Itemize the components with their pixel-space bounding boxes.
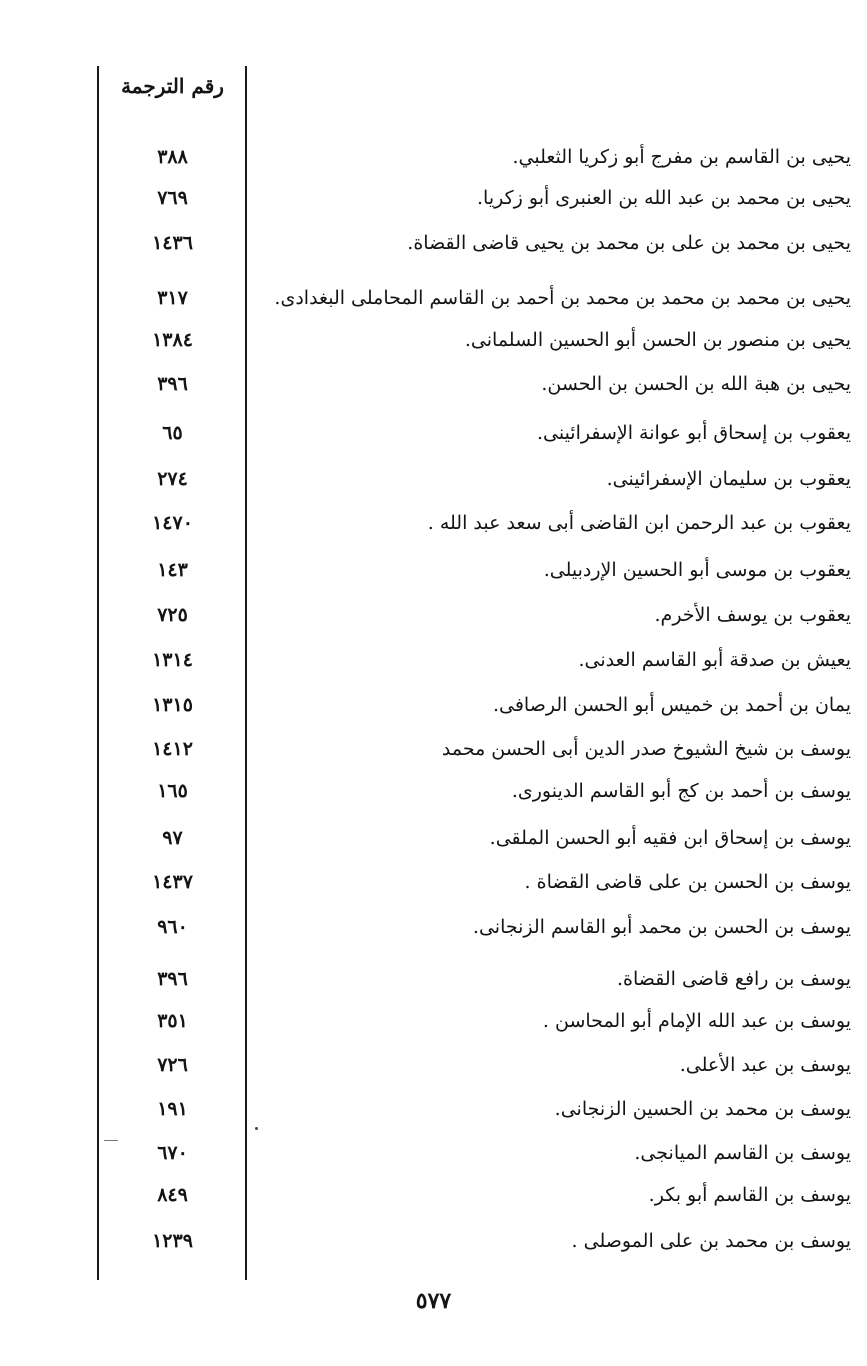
entry-name: يوسف بن محمد بن الحسين الزنجانى. <box>554 1098 851 1120</box>
index-entry-row <box>0 912 867 942</box>
entry-name: يعقوب بن موسى أبو الحسين الإردبيلى. <box>543 559 851 581</box>
entry-name: يعقوب بن إسحاق أبو عوانة الإسفرائينى. <box>536 422 851 444</box>
entry-name: يوسف بن محمد بن على الموصلى . <box>571 1230 851 1252</box>
entry-biography-number: ٦٥ <box>162 422 183 444</box>
entry-biography-number: ١٤٧٠ <box>152 512 193 534</box>
entry-biography-number: ٣٩٦ <box>157 968 188 990</box>
entry-name: يحيى بن القاسم بن مفرج أبو زكريا الثعلبي. <box>512 146 851 168</box>
page-number: ٥٧٧ <box>415 1288 452 1314</box>
index-entry-row <box>0 734 867 764</box>
entry-biography-number: ١٣١٥ <box>152 694 193 716</box>
index-entry-row <box>0 600 867 630</box>
entry-biography-number: ١٣٨٤ <box>152 329 193 351</box>
entry-biography-number: ٧٢٥ <box>157 604 188 626</box>
index-entry-row <box>0 418 867 448</box>
entry-name: يعقوب بن عبد الرحمن ابن القاضى أبى سعد عبد الله . <box>427 512 851 534</box>
entry-biography-number: ١٤٣٧ <box>152 871 193 893</box>
index-entry-row <box>0 508 867 538</box>
entry-name: يعقوب بن سليمان الإسفرائينى. <box>606 468 851 490</box>
entry-biography-number: ١٩١ <box>157 1098 188 1120</box>
entry-name: يوسف بن إسحاق ابن فقيه أبو الحسن الملقى. <box>489 827 851 849</box>
index-entry-row <box>0 690 867 720</box>
index-entry-row <box>0 867 867 897</box>
entry-name: يوسف بن عبد الله الإمام أبو المحاسن . <box>542 1010 851 1032</box>
entry-biography-number: ١٦٥ <box>157 780 188 802</box>
entry-name: يمان بن أحمد بن خميس أبو الحسن الرصافى. <box>492 694 851 716</box>
entry-name: يحيى بن محمد بن محمد بن محمد بن أحمد بن القاسم المحاملى البغدادى. <box>274 287 851 309</box>
entry-name: يوسف بن عبد الأعلى. <box>679 1054 851 1076</box>
index-entry-row <box>0 464 867 494</box>
index-entry-row <box>0 776 867 806</box>
entry-name: يحيى بن محمد بن عبد الله بن العنبرى أبو زكريا. <box>477 187 851 209</box>
entry-biography-number: ١٤٣ <box>157 559 188 581</box>
index-entry-row <box>0 1094 867 1124</box>
entry-name: يوسف بن أحمد بن كج أبو القاسم الدينورى. <box>511 780 851 802</box>
entry-biography-number: ١٤٣٦ <box>152 232 193 254</box>
index-entry-row <box>0 1226 867 1256</box>
entry-name: يحيى بن منصور بن الحسن أبو الحسين السلمانى. <box>464 329 851 351</box>
entry-biography-number: ٣١٧ <box>157 287 188 309</box>
entry-biography-number: ٩٦٠ <box>157 916 188 938</box>
entry-biography-number: ٨٤٩ <box>157 1184 188 1206</box>
entry-biography-number: ٧٦٩ <box>157 187 188 209</box>
entry-biography-number: ١٢٣٩ <box>152 1230 193 1252</box>
index-entry-row <box>0 1006 867 1036</box>
entry-biography-number: ٧٢٦ <box>157 1054 188 1076</box>
entry-name: يوسف بن رافع قاضى القضاة. <box>616 968 851 990</box>
entry-name: يوسف بن الحسن بن على قاضى القضاة . <box>524 871 851 893</box>
index-entry-row <box>0 142 867 172</box>
index-entry-row <box>0 283 867 313</box>
index-entry-row <box>0 369 867 399</box>
entry-name: يحيى بن هبة الله بن الحسن بن الحسن. <box>541 373 851 395</box>
index-entry-row <box>0 228 867 258</box>
scan-mark <box>104 1140 118 1141</box>
entry-biography-number: ٣٨٨ <box>157 146 188 168</box>
entry-biography-number: ٩٧ <box>162 827 183 849</box>
entry-biography-number: ١٣١٤ <box>152 649 193 671</box>
index-entry-row <box>0 1050 867 1080</box>
entry-name: يوسف بن القاسم الميانجى. <box>634 1142 851 1164</box>
index-entry-row <box>0 964 867 994</box>
entry-biography-number: ١٤١٢ <box>152 738 193 760</box>
index-entry-row <box>0 1138 867 1168</box>
entry-biography-number: ٣٥١ <box>157 1010 188 1032</box>
entry-name: يحيى بن محمد بن على بن محمد بن يحيى قاضى القضاة. <box>407 232 851 254</box>
index-entry-row <box>0 183 867 213</box>
entry-name: يوسف بن الحسن بن محمد أبو القاسم الزنجانى. <box>472 916 851 938</box>
index-entry-row <box>0 325 867 355</box>
entry-name: يوسف بن القاسم أبو بكر. <box>648 1184 851 1206</box>
index-entry-row <box>0 1180 867 1210</box>
column-header: رقم الترجمة <box>121 74 224 98</box>
index-entry-row <box>0 555 867 585</box>
index-entry-row <box>0 645 867 675</box>
entry-name: يوسف بن شيخ الشيوخ صدر الدين أبى الحسن محمد <box>441 738 851 760</box>
entry-name: يعقوب بن يوسف الأخرم. <box>654 604 851 626</box>
entry-biography-number: ٢٧٤ <box>157 468 188 490</box>
scan-speck <box>255 1127 258 1130</box>
entry-biography-number: ٣٩٦ <box>157 373 188 395</box>
index-entry-row <box>0 823 867 853</box>
entry-name: يعيش بن صدقة أبو القاسم العدنى. <box>578 649 851 671</box>
entry-biography-number: ٦٧٠ <box>157 1142 188 1164</box>
